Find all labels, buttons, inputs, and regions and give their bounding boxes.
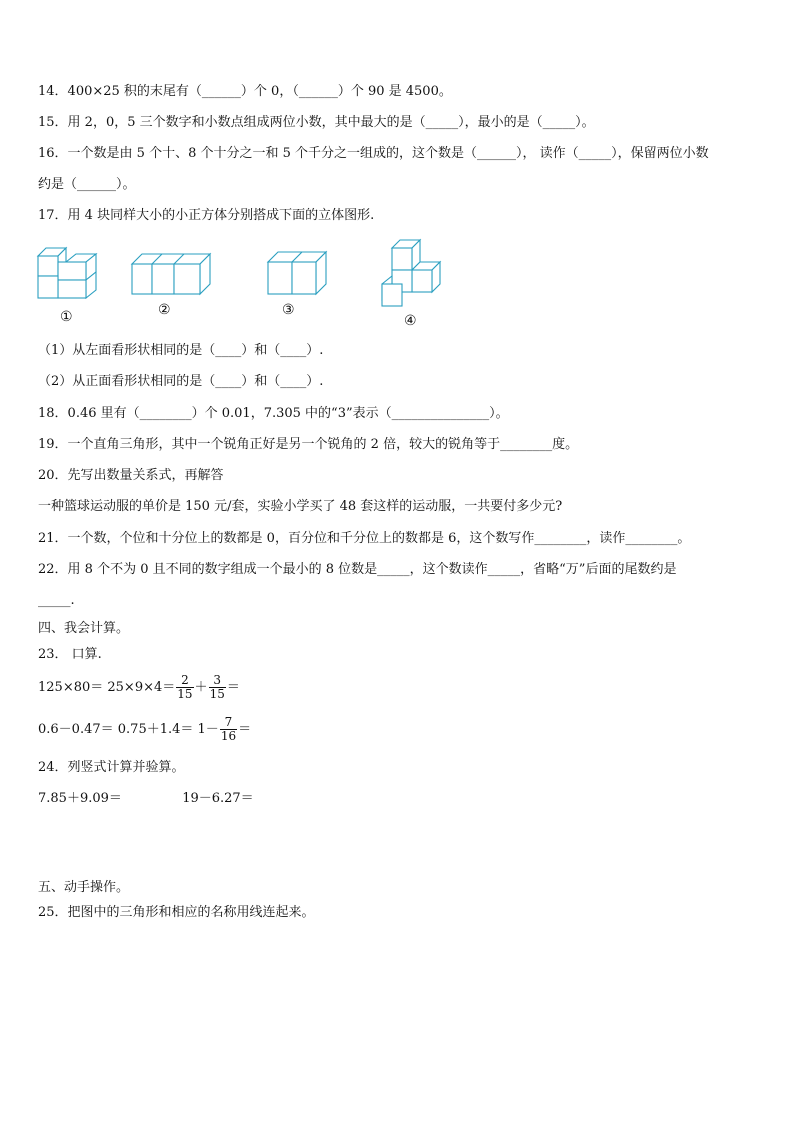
q24: 24．列竖式计算并验算。	[38, 760, 185, 775]
calc-1b: 25×9×4＝	[107, 680, 176, 695]
q14: 14．400×25 积的末尾有（______）个 0，（______）个 90 是 4500。	[38, 84, 452, 99]
fraction-3-15: $\frac{3}{15}$	[209, 673, 225, 701]
q17: 17．用 4 块同样大小的小正方体分别搭成下面的立体图形.	[38, 208, 375, 223]
equals-sign: ＝	[226, 680, 240, 695]
q17-1: （1）从左面看形状相同的是（____）和（____）.	[38, 343, 324, 358]
cube-figure-4	[380, 238, 444, 308]
q22-line1: 22．用 8 个不为 0 且不同的数字组成一个最小的 8 位数是_____，这个数读作_____，省略“万”后面的尾数约是	[38, 562, 677, 577]
q17-2: （2）从正面看形状相同的是（____）和（____）.	[38, 374, 324, 389]
q21: 21．一个数，个位和十分位上的数都是 0，百分位和千分位上的数都是 6，这个数写作________，读作________。	[38, 531, 691, 546]
q20: 20．先写出数量关系式，再解答	[38, 468, 224, 483]
plus-sign: ＋	[194, 680, 208, 695]
q16-line1: 16．一个数是由 5 个十、8 个十分之一和 5 个千分之一组成的，这个数是（______）， 读作（_____），保留两位小数	[38, 146, 709, 161]
figure-label-4: ④	[404, 313, 417, 329]
calc-3b: 19－6.27＝	[182, 791, 254, 806]
section-4-heading: 四、我会计算。	[38, 621, 130, 636]
section-5-heading: 五、动手操作。	[38, 880, 130, 895]
equals-sign-2: ＝	[238, 722, 252, 737]
calc-1a: 125×80＝	[38, 680, 104, 695]
cube-figure-1	[36, 238, 100, 302]
calc-row-1	[38, 674, 240, 701]
cube-figure-2	[130, 248, 214, 298]
calc-2a: 0.6－0.47＝	[38, 722, 114, 737]
q16-line2: 约是（______）。	[38, 177, 136, 192]
figure-label-1: ①	[60, 309, 73, 325]
figure-label-2: ②	[158, 302, 171, 318]
q23: 23． 口算.	[38, 647, 102, 662]
q20-text: 一种篮球运动服的单价是 150 元/套，实验小学买了 48 套这样的运动服，一共要付多少元?	[38, 499, 563, 514]
calc-3a: 7.85＋9.09＝	[38, 791, 122, 806]
q19: 19．一个直角三角形，其中一个锐角正好是另一个锐角的 2 倍，较大的锐角等于________度。	[38, 437, 579, 452]
q25: 25．把图中的三角形和相应的名称用线连起来。	[38, 905, 315, 920]
cube-figure-3	[266, 246, 332, 298]
calc-2c: 1－	[197, 722, 219, 737]
fraction-2-15: $\frac{2}{15}$	[177, 673, 193, 701]
fraction-7-16: $\frac{7}{16}$	[220, 715, 237, 743]
calc-2b: 0.75＋1.4＝	[117, 722, 194, 737]
calc-row-3	[38, 791, 254, 807]
q15: 15．用 2，0，5 三个数字和小数点组成两位小数，其中最大的是（_____），最小的是（_____）。	[38, 115, 595, 130]
q18: 18．0.46 里有（________）个 0.01，7.305 中的“3”表示（_______________）。	[38, 406, 509, 421]
q22-line2: _____.	[38, 593, 75, 608]
figure-label-3: ③	[282, 302, 295, 318]
calc-row-2	[38, 716, 251, 743]
